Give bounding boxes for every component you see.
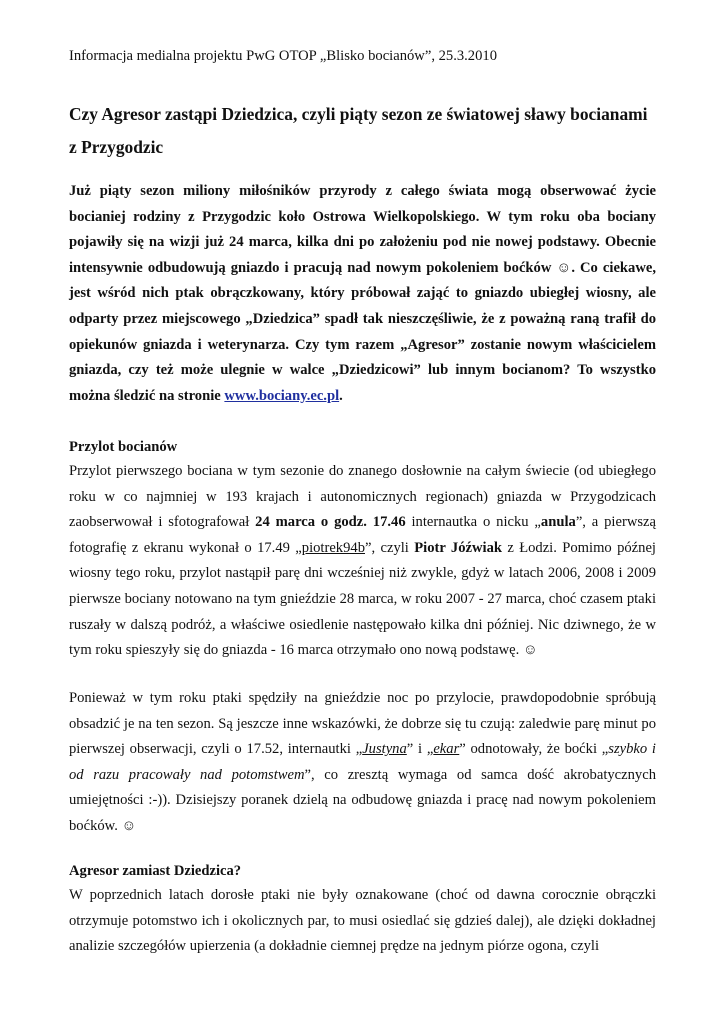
lead-end: .: [339, 387, 343, 404]
article-title: Czy Agresor zastąpi Dziedzica, czyli piąty sezon ze światowej sławy bocianami z Przygodzic: [69, 104, 648, 157]
website-link[interactable]: www.bociany.ec.pl: [224, 387, 340, 404]
section-heading-arrival: Przylot bocianów: [69, 439, 178, 455]
text-run: ”, czyli: [365, 539, 415, 556]
lead-text: Już piąty sezon miliony miłośników przyrody z całego świata mogą obserwować życie bocianiej rodziny z Przygodzic koło Ostrowa Wielkopolskiego. W tym roku oba bociany pojawiły się na wizji już 24 marca, kilka dni po założeniu pod nie nowej podstawy. Obecnie intensywnie odbudowują gniazdo i pracują nad nowym pokoleniem boćków ☺. Co ciekawe, jest wśród nich ptak obrączkowany, który próbował zająć to gniazdo ubiegłej wiosny, ale odparty przez miejscowego „Dziedzica” spadł tak nieszczęśliwie, że z poważną raną trafił do opiekunów gniazda i weterynarza. Czy tym razem „Agresor” zostanie nowym właścicielem gniazda, czy też może ulegnie w walce „Dziedzicowi” lub innym bocianom? To wszystko można śledzić na stronie: [69, 183, 656, 404]
text-run: Przylot pierwszego bociana w tym sezonie do znanego dosłownie na całym świecie (od ubiegłego roku w co najmniej w 193 krajach i autonomicznych regionach) gniazda w Przygodzicach zaobserwował i sfotografował: [69, 463, 656, 531]
nickname-anula: anula: [540, 514, 576, 531]
section-heading-aggressor: Agresor zamiast Dziedzica?: [69, 863, 242, 879]
press-release-header: Informacja medialna projektu PwG OTOP „Blisko bocianów”, 25.3.2010: [69, 48, 497, 64]
text-run: Ponieważ w tym roku ptaki spędziły na gnieździe noc po przylocie, prawdopodobnie spróbują obsadzić je na ten sezon. Są jeszcze inne wskazówki, że dobrze się tu czują: zaledwie parę minut po pierwszej obserwacji, czyli o 17.52, internautki „: [69, 690, 656, 758]
text-run: ”, co zresztą wymaga od samca dość akrobatycznych umiejętności :-)). Dzisiejszy poranek dzielą na odbudowę gniazda i pracę nad nowym pokoleniem boćków. ☺: [69, 766, 656, 834]
text-run: z Łodzi. Pomimo późnej wiosny tego roku, przylot nastąpił parę dni wcześniej niż zwykle, gdyż w latach 2006, 2008 i 2009 pierwsze bociany notowano na tym gnieździe 28 marca, w roku 2007 - 27 marca, choć czasem ptaki ruszały w dalszą podróż, a właściwe osiedlenie następowało kilka dni później. Nic dziwnego, że w tym roku spieszyły się do gniazda - 16 marca otrzymało ono nową podstawę. ☺: [69, 539, 656, 659]
nickname-piotrek94b: piotrek94b: [301, 539, 365, 556]
nickname-justyna: Justyna: [362, 741, 407, 758]
nesting-paragraph: [69, 686, 656, 840]
quoted-observation: szybko i od razu pracowały nad potomstwem: [69, 741, 656, 783]
person-name: Piotr Jóźwiak: [414, 539, 502, 556]
arrival-paragraph: [69, 459, 656, 664]
text-run: ” odnotowały, że boćki „: [459, 741, 609, 758]
text-run: ”, a pierwszą fotografię z ekranu wykonał o 17.49 „: [69, 514, 657, 556]
nickname-ekar: ekar: [433, 741, 460, 758]
lead-paragraph: [69, 179, 656, 409]
text-run: internautka o nicku „: [405, 514, 541, 531]
text-run: ” i „: [406, 741, 434, 758]
aggressor-paragraph: W poprzednich latach dorosłe ptaki nie były oznakowane (choć od dawna corocznie obrączki otrzymuje potomstwo ich i okolicznych par, to musi osiedlać się gdzieś dalej), ale dzięki dokładnej analizie szczegółów upierzenia (a dokładnie ciemnej prędze na jednym piórze ogona, czyli: [69, 887, 656, 955]
arrival-date: 24 marca o godz. 17.46: [255, 514, 406, 531]
